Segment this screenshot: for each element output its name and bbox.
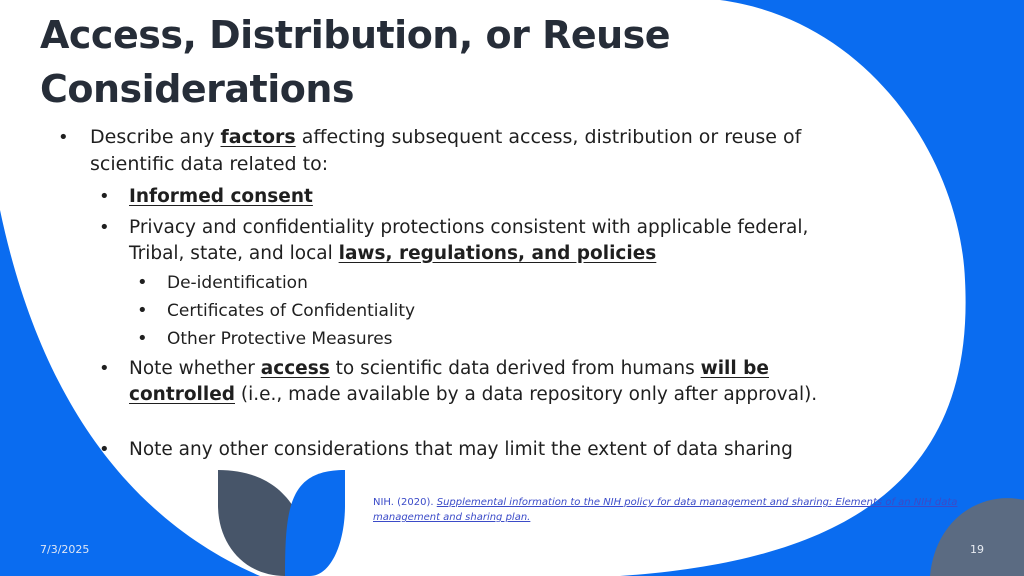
will-be-controlled-link[interactable]: will be controlled bbox=[129, 358, 769, 405]
bullet-text: to scientific data derived from humans bbox=[329, 358, 701, 379]
bullet-de-identification bbox=[137, 269, 767, 297]
citation-prefix: NIH. (2020). bbox=[373, 497, 437, 508]
bullet-dot: • bbox=[99, 217, 110, 238]
page-number: 19 bbox=[970, 543, 984, 556]
bullet-text: Note any other considerations that may limit the extent of data sharing bbox=[129, 439, 793, 460]
bullet-other-measures bbox=[137, 325, 767, 353]
factors-link[interactable]: factors bbox=[220, 126, 296, 148]
bullet-dot: • bbox=[137, 272, 148, 293]
citation-link[interactable]: Supplemental information to the NIH policy for data management and sharing: Elements of an NIH data management and sharing plan. bbox=[373, 497, 958, 523]
bullet-dot: • bbox=[99, 439, 110, 460]
bullet-dot: • bbox=[99, 186, 110, 207]
bullet-informed-consent bbox=[99, 184, 829, 210]
bullet-dot: • bbox=[137, 328, 148, 349]
bullet-dot: • bbox=[58, 127, 69, 148]
bullet-text: affecting subsequent access, distribution or reuse of scientific data related to: bbox=[90, 126, 802, 175]
bullet-dot: • bbox=[137, 300, 148, 321]
citation bbox=[373, 495, 973, 525]
bullet-privacy bbox=[99, 215, 829, 266]
access-link[interactable]: access bbox=[260, 358, 330, 379]
informed-consent-link[interactable]: Informed consent bbox=[129, 186, 313, 207]
bullet-other-considerations bbox=[99, 437, 869, 463]
bullet-text: (i.e., made available by a data repository only after approval). bbox=[235, 383, 818, 405]
bullet-describe-factors bbox=[58, 124, 810, 178]
bullet-text: Privacy and confidentiality protections consistent with applicable federal, Tribal, state, and local bbox=[129, 217, 809, 264]
slide-title: Access, Distribution, or Reuse Considerations bbox=[40, 13, 671, 111]
laws-regulations-link[interactable]: laws, regulations, and policies bbox=[338, 242, 657, 264]
bullet-text: Certificates of Confidentiality bbox=[167, 301, 416, 321]
footer-date: 7/3/2025 bbox=[40, 543, 90, 556]
bullet-text: De-identification bbox=[167, 273, 308, 293]
bullet-text: Describe any bbox=[90, 126, 221, 148]
bullet-dot: • bbox=[99, 358, 110, 379]
bullet-access-controlled bbox=[99, 356, 829, 407]
bullet-text: Note whether bbox=[129, 358, 261, 379]
bullet-text: Other Protective Measures bbox=[167, 329, 393, 349]
bullet-certificates bbox=[137, 297, 767, 325]
